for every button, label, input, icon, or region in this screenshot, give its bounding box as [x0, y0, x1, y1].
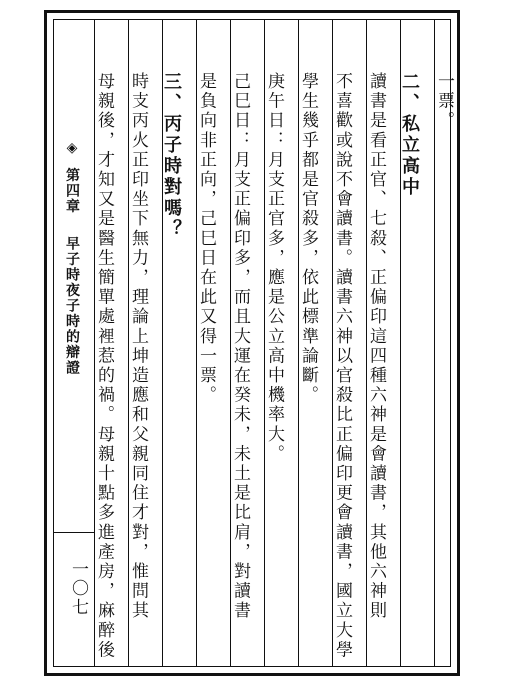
text-column: 庚午日：月支正官多，應是公立高中機率大。: [264, 72, 284, 464]
text-column: 不喜歡或說不會讀書。讀書六神以官殺比正偏印更會讀書，國立大學: [332, 72, 352, 660]
chapter-title: 早子時夜子時的辯證: [64, 236, 80, 376]
running-head: [62, 140, 82, 376]
text-column: 時支丙火正印坐下無力，理論上坤造應和父親同住才對，惟問其: [128, 72, 148, 621]
chapter-label: 第四章: [64, 167, 80, 215]
section-heading: 二、私立高中: [399, 72, 420, 198]
page-number: 一〇七: [68, 560, 88, 617]
section-heading: 三、丙子時對嗎？: [161, 72, 182, 240]
text-column: 是負向非正向，己巳日在此又得一票。: [196, 72, 216, 406]
text-column: 一票。: [434, 72, 454, 131]
divider: [54, 532, 94, 533]
diamond-icon: ◈: [64, 140, 80, 158]
text-column: 己巳日：月支正偏印多，而且大運在癸未，未土是比肩，對讀書: [230, 72, 250, 621]
page-frame: [44, 10, 460, 676]
text-column: 讀書是看正官、七殺、正偏印這四種六神是會讀書，其他六神則: [366, 72, 386, 621]
text-column: 學生幾乎都是官殺多，依此標準論斷。: [298, 72, 318, 406]
running-head-area: [54, 20, 94, 666]
text-column: 母親後，才知又是醫生簡單處裡惹的禍。母親十點多進產房，麻醉後: [94, 72, 114, 660]
text-frame: [53, 19, 454, 667]
